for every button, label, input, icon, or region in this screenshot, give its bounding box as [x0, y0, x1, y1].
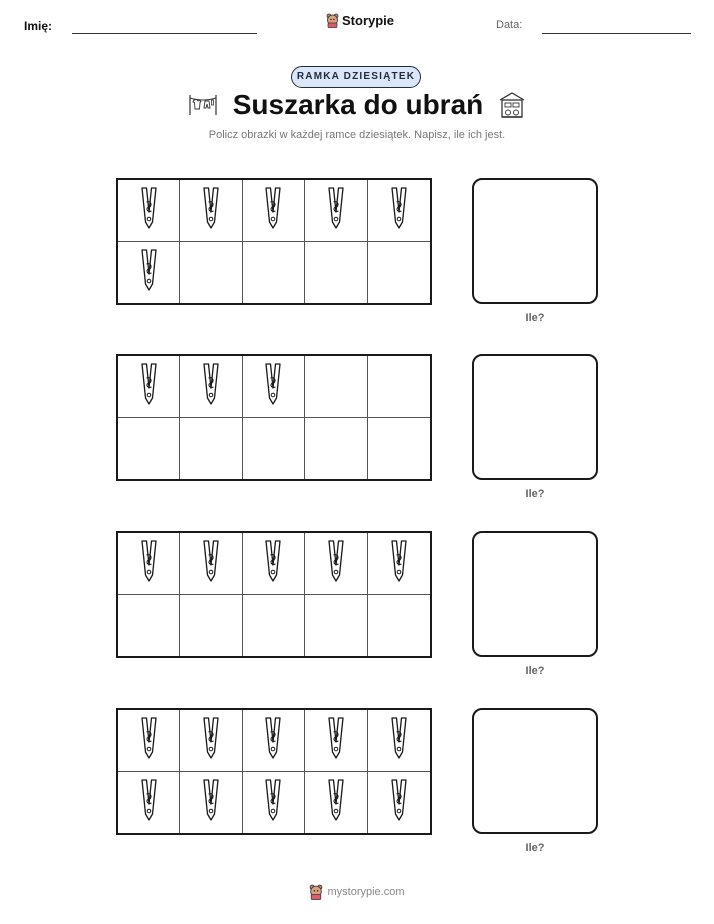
- clothespin-icon: [138, 186, 160, 235]
- ten-frame-cell: [305, 242, 367, 304]
- clothespin-icon: [138, 248, 160, 297]
- name-line[interactable]: [72, 33, 257, 34]
- ten-frame-cell: [180, 418, 242, 480]
- answer-box[interactable]: [472, 531, 598, 657]
- ten-frame-cell: [243, 772, 305, 834]
- clothespin-icon: [138, 362, 160, 411]
- date-label: Data:: [496, 19, 523, 31]
- ten-frame-cell: [368, 772, 430, 834]
- ten-frame-cell: [305, 180, 367, 242]
- answer-box[interactable]: [472, 708, 598, 834]
- answer-prompt: Ile?: [525, 665, 545, 677]
- clothespin-icon: [325, 716, 347, 765]
- name-label: Imię:: [24, 19, 53, 33]
- ten-frame-cell: [180, 710, 242, 772]
- ten-frame-cell: [368, 533, 430, 595]
- clothespin-icon: [200, 186, 222, 235]
- ten-frame: [116, 178, 432, 305]
- clothespin-icon: [200, 778, 222, 827]
- clothesline-icon: [188, 93, 218, 117]
- answer-prompt: Ile?: [525, 488, 545, 500]
- clothespin-icon: [388, 186, 410, 235]
- answer-box[interactable]: [472, 354, 598, 480]
- footer: [0, 884, 714, 900]
- clothespin-icon: [325, 539, 347, 588]
- ten-frame: [116, 708, 432, 835]
- ten-frame-cell: [243, 356, 305, 418]
- brand-logo: [326, 13, 394, 28]
- clothespin-icon: [262, 716, 284, 765]
- ten-frame-cell: [180, 180, 242, 242]
- ten-frame-cell: [118, 418, 180, 480]
- ten-frame-cell: [180, 356, 242, 418]
- ten-frame-cell: [305, 595, 367, 657]
- clothespin-icon: [200, 362, 222, 411]
- instructions: Policz obrazki w każdej ramce dziesiątek. Napisz, ile ich jest.: [208, 129, 506, 141]
- ten-frame-cell: [305, 772, 367, 834]
- clothespin-icon: [388, 778, 410, 827]
- clothespin-icon: [138, 778, 160, 827]
- footer-url: mystorypie.com: [327, 886, 405, 898]
- answer-prompt: Ile?: [525, 842, 545, 854]
- clothespin-icon: [388, 716, 410, 765]
- ten-frame: [116, 531, 432, 658]
- ten-frame-cell: [368, 180, 430, 242]
- answer-prompt: Ile?: [525, 312, 545, 324]
- answer-box[interactable]: [472, 178, 598, 304]
- ten-frame-cell: [118, 710, 180, 772]
- laundromat-icon: [498, 91, 526, 119]
- ten-frame-cell: [305, 533, 367, 595]
- ten-frame-cell: [243, 180, 305, 242]
- ten-frame-cell: [368, 710, 430, 772]
- clothespin-icon: [138, 716, 160, 765]
- clothespin-icon: [262, 186, 284, 235]
- ten-frame-cell: [243, 418, 305, 480]
- ten-frame-cell: [180, 595, 242, 657]
- brand-name: Storypie: [342, 13, 395, 28]
- ten-frame-cell: [180, 242, 242, 304]
- ten-frame-cell: [305, 356, 367, 418]
- ten-frame-cell: [118, 533, 180, 595]
- ten-frame-cell: [180, 772, 242, 834]
- page-title: Suszarka do ubrań: [232, 89, 484, 120]
- clothespin-icon: [262, 778, 284, 827]
- ten-frame-cell: [368, 595, 430, 657]
- ten-frame-cell: [118, 772, 180, 834]
- ten-frame-cell: [243, 710, 305, 772]
- clothespin-icon: [200, 539, 222, 588]
- ten-frame: [116, 354, 432, 481]
- ten-frame-cell: [305, 418, 367, 480]
- bear-icon: [326, 13, 339, 28]
- ten-frame-cell: [180, 533, 242, 595]
- clothespin-icon: [138, 539, 160, 588]
- clothespin-icon: [325, 778, 347, 827]
- ten-frame-cell: [118, 180, 180, 242]
- ten-frame-cell: [243, 595, 305, 657]
- ten-frame-cell: [243, 533, 305, 595]
- ten-frame-cell: [368, 418, 430, 480]
- ten-frame-cell: [118, 595, 180, 657]
- bear-icon: [309, 884, 323, 900]
- ten-frame-cell: [118, 356, 180, 418]
- clothespin-icon: [200, 716, 222, 765]
- clothespin-icon: [388, 539, 410, 588]
- ten-frame-cell: [368, 242, 430, 304]
- clothespin-icon: [262, 539, 284, 588]
- worksheet-type-badge: RAMKA DZIESIĄTEK: [291, 66, 421, 88]
- ten-frame-cell: [368, 356, 430, 418]
- ten-frame-cell: [243, 242, 305, 304]
- clothespin-icon: [262, 362, 284, 411]
- clothespin-icon: [325, 186, 347, 235]
- ten-frame-cell: [118, 242, 180, 304]
- date-line[interactable]: [542, 33, 691, 34]
- title-row: [0, 89, 714, 121]
- ten-frame-cell: [305, 710, 367, 772]
